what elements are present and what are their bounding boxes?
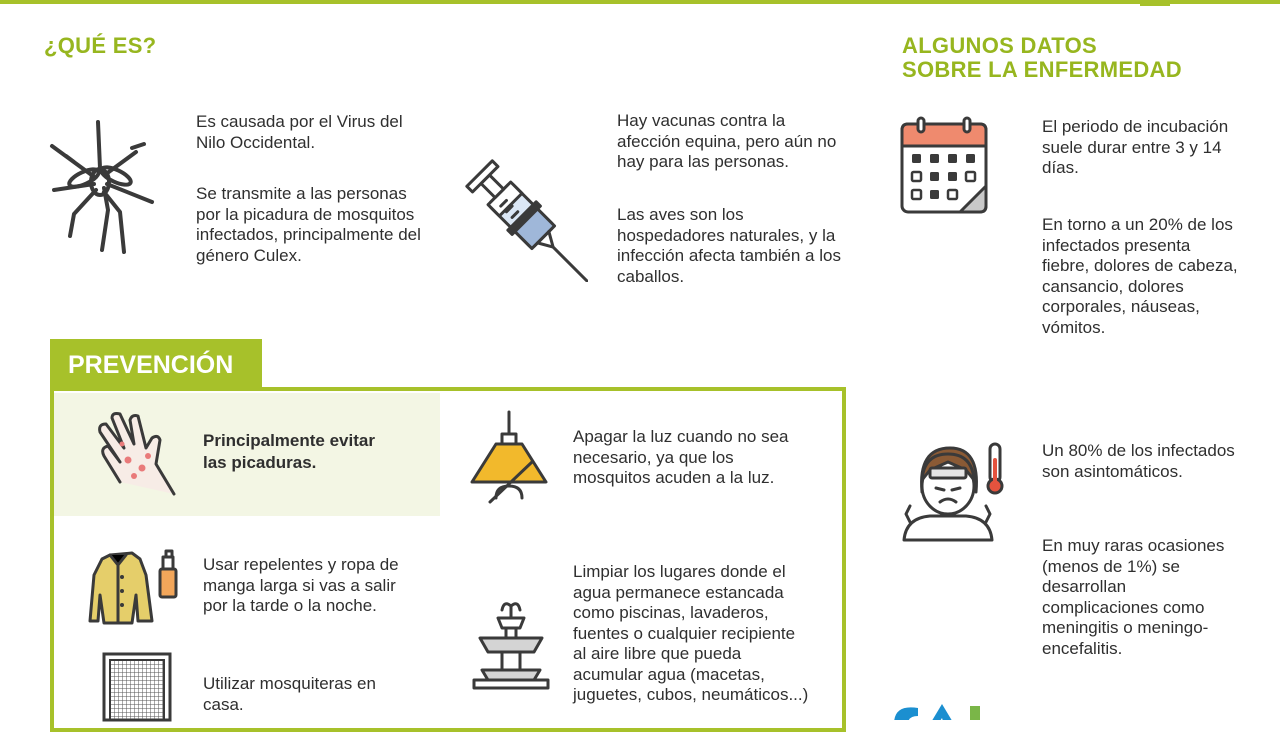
prevencion-item-1: Principalmente evitar las picaduras.: [203, 431, 375, 472]
brand-logo: [890, 700, 1000, 720]
calendar-icon: [898, 116, 990, 216]
datos-text-4: En muy raras ocasiones (menos de 1%) se desarrollan complicaciones como meningitis o meningo-encefalitis.: [1042, 536, 1225, 658]
datos-text-2: En torno a un 20% de los infectados presenta fiebre, dolores de cabeza, cansancio, dolores corporales, náuseas, vómitos.: [1042, 215, 1238, 337]
top-accent-notch: [1140, 0, 1170, 6]
mosquito-icon: [44, 118, 160, 256]
top-accent-rule: [0, 0, 1280, 4]
prevencion-item-5: Limpiar los lugares donde el agua permanece estancada como piscinas, lavaderos, fuentes o cualquier recipiente al aire libre que pueda acumular agua (macetas, juguetes, cubos, neumáticos...): [573, 562, 809, 704]
que-es-text-4: Las aves son los hospedadores naturales, y la infección afecta también a los caballos.: [617, 205, 841, 286]
lamp-icon: [466, 410, 552, 508]
datos-text-3: Un 80% de los infectados son asintomáticos.: [1042, 441, 1235, 481]
que-es-text-1: Es causada por el Virus del Nilo Occidental.: [196, 112, 403, 152]
mosquito-net-icon: [102, 652, 172, 722]
datos-heading-line-1: ALGUNOS DATOS: [902, 33, 1097, 58]
syringe-icon: [456, 150, 588, 282]
datos-heading-line-2: SOBRE LA ENFERMEDAD: [902, 57, 1182, 82]
que-es-heading: ¿QUÉ ES?: [44, 33, 157, 58]
fountain-icon: [468, 596, 554, 694]
jacket-repellent-icon: [88, 545, 182, 627]
prevencion-item-4: Apagar la luz cuando no sea necesario, ya que los mosquitos acuden a la luz.: [573, 427, 789, 487]
datos-text-1: El periodo de incubación suele durar entre 3 y 14 días.: [1042, 117, 1229, 177]
que-es-text-3: Hay vacunas contra la afección equina, pero aún no hay para las personas.: [617, 111, 837, 171]
prevencion-tab: PREVENCIÓN: [50, 339, 262, 389]
hand-bites-icon: [90, 408, 182, 500]
datos-heading: [902, 34, 1182, 82]
prevencion-item-2: Usar repelentes y ropa de manga larga si vas a salir por la tarde o la noche.: [203, 555, 399, 615]
prevencion-item-3: Utilizar mosquiteras en casa.: [203, 674, 376, 714]
sick-person-icon: [900, 440, 1006, 546]
que-es-text-2: Se transmite a las personas por la picadura de mosquitos infectados, principalmente del género Culex.: [196, 184, 421, 265]
